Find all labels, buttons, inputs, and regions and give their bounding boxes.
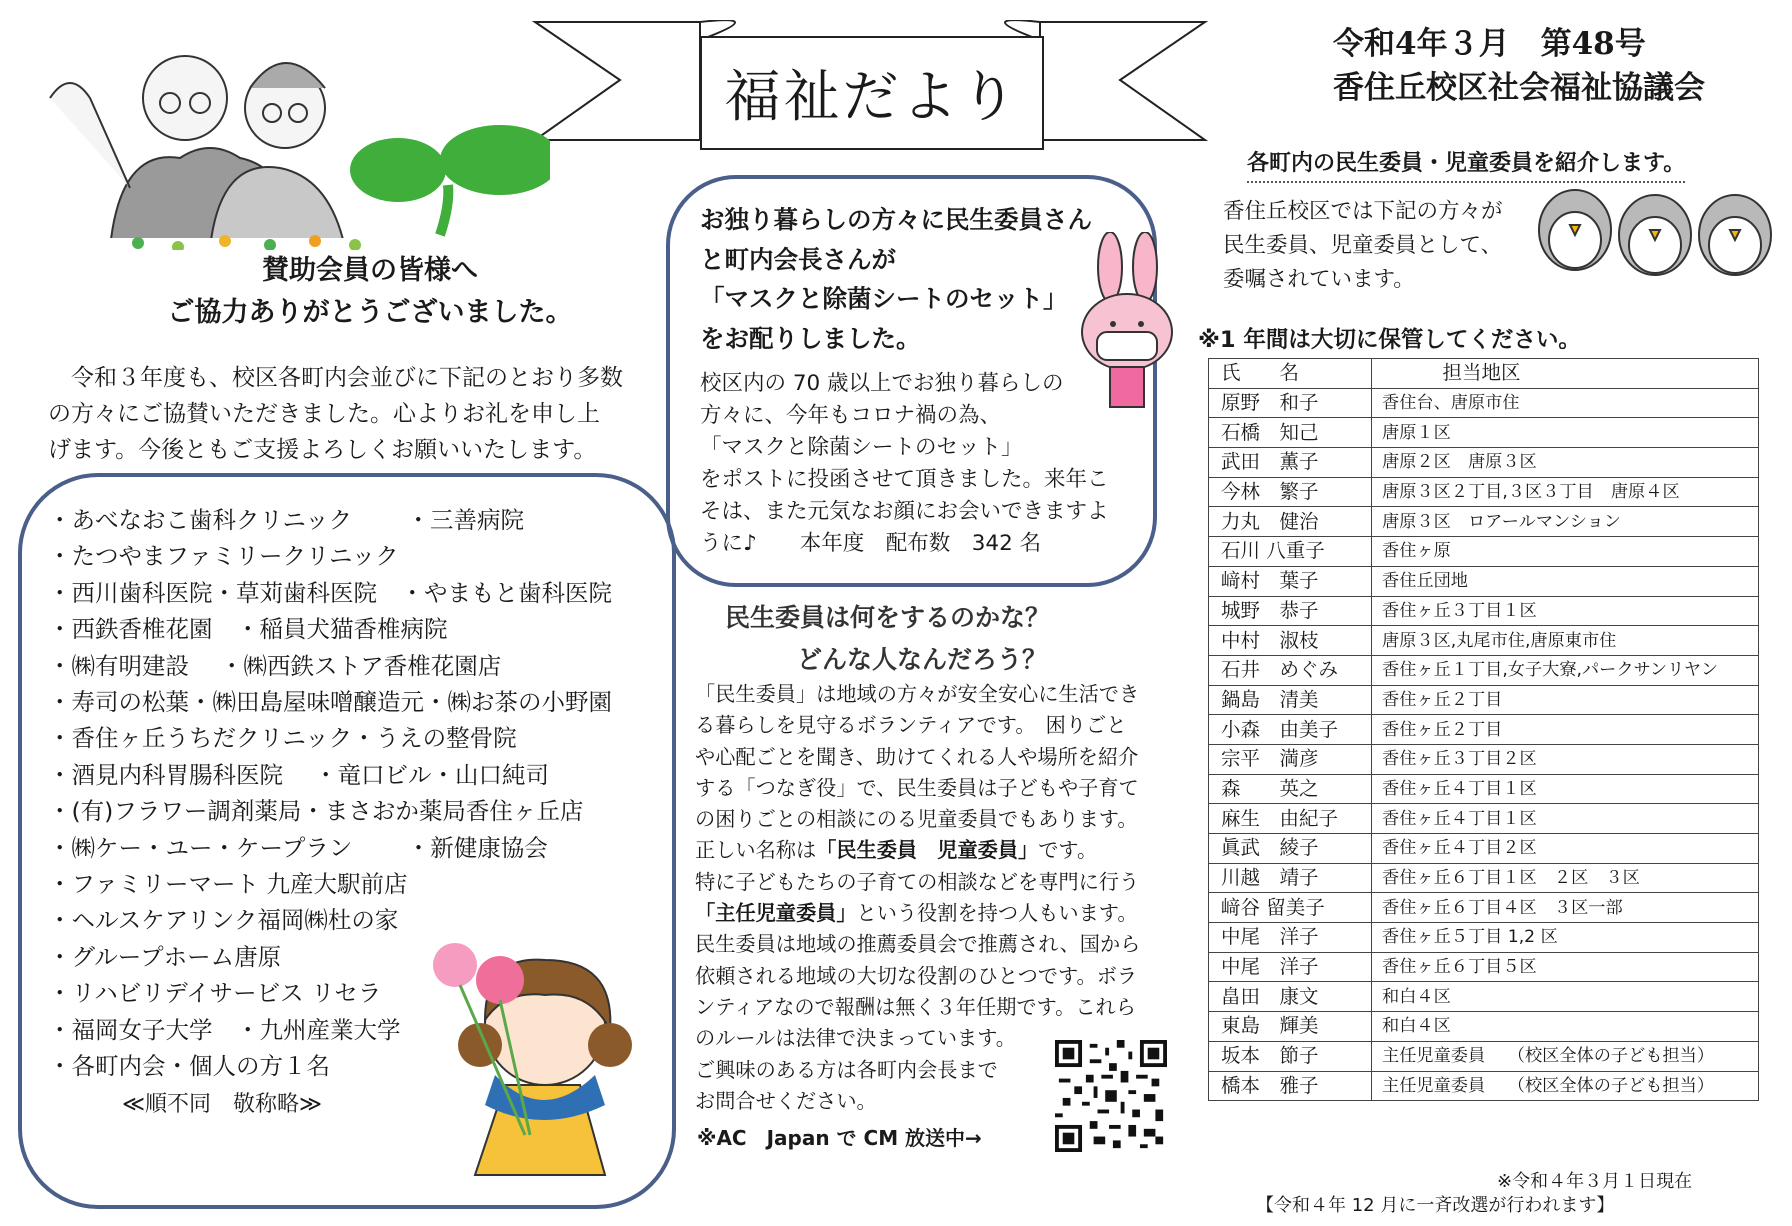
mask-body-line: うに♪ 本年度 配布数 342 名 [700,531,1042,556]
table-row [1209,804,1759,834]
table-row [1209,655,1759,685]
member-area: 和白４区 [1372,982,1759,1012]
member-name: 宗平 満彦 [1209,744,1372,774]
member-area: 香住ヶ丘６丁目４区 ３区一部 [1372,893,1759,923]
official-name-line [695,835,1165,866]
sponsor-item: ・たつやまファミリークリニック [48,542,399,571]
page-title: 福祉だより [700,36,1044,150]
sponsor-item: ・グループホーム唐原 [48,942,282,971]
sponsor-item: ・酒見内科胃腸科医院 ・竜口ビル・山口純司 [48,760,549,789]
sponsor-note: ≪順不同 敬称略≫ [122,1092,323,1117]
introduction-heading: 各町内の民生委員・児童委員を紹介します。 [1247,146,1685,183]
intro-line: の方々にご協賛いただきました。心よりお礼を申し上 [48,401,600,427]
what-body-line: や心配ごとを聞き、助けてくれる人や場所を紹介 [695,744,1139,769]
sponsor-item: ・あべなおこ歯科クリニック ・三善病院 [48,506,525,534]
member-area: 香住ヶ丘６丁目１区 ２区 ３区 [1372,863,1759,893]
table-row [1209,537,1759,567]
member-area: 香住ヶ丘３丁目２区 [1372,744,1759,774]
table-header-row [1209,359,1759,389]
member-name: 﨑村 葉子 [1209,566,1372,596]
sponsor-item: ・各町内会・個人の方１名 [48,1052,330,1081]
table-header-name: 氏 名 [1209,359,1372,389]
what-body-line: お問合せください。 [695,1088,877,1113]
mask-body-line: をポストに投函させて頂きました。来年こ [700,467,1109,492]
member-name: 坂本 節子 [1209,1041,1372,1071]
table-row [1209,685,1759,715]
what-body-line: ンティアなので報酬は無く３年任期です。これら [695,994,1136,1019]
table-row [1209,448,1759,478]
table-header-area: 担当地区 [1372,359,1759,389]
member-area: 香住ヶ丘２丁目 [1372,715,1759,745]
sponsor-item: ・㈱有明建設 ・㈱西鉄ストア香椎花園店 [48,651,502,680]
member-area: 香住ヶ丘１丁目,女子大寮,パークサンリヤン [1372,655,1759,685]
member-area: 香住ヶ丘３丁目１区 [1372,596,1759,626]
member-name: 森 英之 [1209,774,1372,804]
what-body-line: 民生委員は地域の推薦委員会で推薦され、国から [695,932,1141,957]
member-name: 石川 八重子 [1209,537,1372,567]
member-name: 今林 繁子 [1209,477,1372,507]
rabbit-mask-illustration [1075,232,1180,412]
intro-body-line: 委嘱されています。 [1223,267,1415,292]
mask-body-line: 方々に、今年もコロナ禍の為、 [700,403,1002,428]
table-row [1209,1041,1759,1071]
official-name: 「民生委員 児童委員」 [816,838,1039,863]
table-row [1209,834,1759,864]
table-row [1209,863,1759,893]
sponsor-item: ・香住ヶ丘うちだクリニック・うえの整骨院 [48,724,517,753]
what-is-minsei-heading [725,597,1050,681]
what-title-line-1: 民生委員は何をするのかな？ [725,603,1051,632]
what-body-line: のルールは法律で決まっています。 [695,1026,1016,1051]
intro-body-line: 香住丘校区では下記の方々が [1223,199,1503,224]
member-area: 香住台、唐原市住 [1372,388,1759,418]
as-of-date: ※令和４年３月１日現在 [1497,1171,1693,1192]
sprout-illustration [130,125,550,250]
member-area: 香住ヶ原 [1372,537,1759,567]
table-row [1209,923,1759,953]
mask-head-line: 「マスクと除菌シートのセット」 [700,284,1068,313]
member-name: 石井 めぐみ [1209,655,1372,685]
member-name: 﨑谷 留美子 [1209,893,1372,923]
sponsor-item: ・ファミリーマート 九産大駅前店 [48,870,408,899]
issue-number: 令和4年３月 第48号 [1333,26,1646,62]
thanks-intro [48,360,653,468]
member-name: 麻生 由紀子 [1209,804,1372,834]
what-title-line-2: どんな人なんだろう？ [797,645,1048,674]
member-name: 小森 由美子 [1209,715,1372,745]
member-area: 唐原１区 [1372,418,1759,448]
table-row [1209,507,1759,537]
qr-code[interactable] [1055,1040,1167,1152]
what-body-line: ご興味のある方は各町内会長まで [695,1057,998,1082]
sponsor-item: ・㈱ケー・ユー・ケープラン ・新健康協会 [48,833,548,862]
member-area: 唐原２区 唐原３区 [1372,448,1759,478]
organization-name: 香住丘校区社会福祉協議会 [1333,70,1705,106]
mask-head-line: お独り暮らしの方々に民生委員さん [700,205,1092,234]
chief-role-line [695,898,1165,929]
mask-body-line: 「マスクと除菌シートのセット」 [700,435,1023,460]
table-row [1209,744,1759,774]
mask-body-line: そは、また元気なお顔にお会いできますよ [700,499,1109,524]
member-area: 香住丘団地 [1372,566,1759,596]
chief-role: 「主任児童委員」 [695,901,857,926]
keep-notice: ※1 年間は大切に保管してください。 [1198,327,1581,353]
what-body-line: る暮らしを見守るボランティアです。 困りごと [695,713,1127,738]
official-name-pre: 正しい名称は [695,838,817,863]
what-body-line: 「民生委員」は地域の方々が安全安心に生活でき [695,682,1140,706]
member-name: 橋本 雅子 [1209,1071,1372,1101]
issue-info [1333,22,1705,110]
member-area: 香住ヶ丘４丁目２区 [1372,834,1759,864]
thanks-line-2: ご協力ありがとうございました。 [167,297,573,328]
what-body-line: 特に子どもたちの子育ての相談などを専門に行う [695,869,1140,894]
intro-line: 令和３年度も、校区各町内会並びに下記のとおり多数 [48,365,623,391]
sponsor-item: ・リハビリデイサービス リセラ [48,979,382,1008]
official-name-post: です。 [1038,838,1098,863]
table-row [1209,1071,1759,1101]
member-area: 主任児童委員 （校区全体の子ども担当） [1372,1041,1759,1071]
member-name: 武田 薫子 [1209,448,1372,478]
table-row [1209,418,1759,448]
sponsor-item: ・(有)フラワー調剤薬局・まさおか薬局香住ヶ丘店 [48,797,584,826]
table-row [1209,952,1759,982]
what-body-line: 依頼される地域の大切な役割のひとつです。ボラ [695,963,1138,988]
table-row [1209,388,1759,418]
sponsor-item: ・西川歯科医院・草苅歯科医院 ・やまもと歯科医院 [48,578,612,607]
member-name: 眞武 綾子 [1209,834,1372,864]
mask-body-line: 校区内の 70 歳以上でお独り暮らしの [700,371,1064,396]
intro-line: げます。今後ともご支援よろしくお願いいたします。 [48,437,597,463]
mask-head-line: をお配りしました。 [700,323,921,353]
member-name: 東島 輝美 [1209,1012,1372,1042]
re-election-note: 【令和４年 12 月に一斉改選が行われます】 [1256,1195,1615,1216]
member-area: 香住ヶ丘５丁目 1,2 区 [1372,923,1759,953]
member-area: 唐原３区 ロアールマンション [1372,507,1759,537]
thanks-heading [90,250,650,334]
ac-japan-note: ※AC Japan で CM 放送中→ [697,1126,982,1150]
member-name: 原野 和子 [1209,388,1372,418]
member-area: 和白４区 [1372,1012,1759,1042]
table-row [1209,477,1759,507]
table-row [1209,1012,1759,1042]
member-area: 香住ヶ丘２丁目 [1372,685,1759,715]
committee-table [1208,358,1759,1101]
member-area: 香住ヶ丘６丁目５区 [1372,952,1759,982]
sponsor-item: ・西鉄香椎花園 ・稲員犬猫香椎病院 [48,615,448,644]
mask-head-line: と町内会長さんが [700,244,896,274]
member-name: 中村 淑枝 [1209,626,1372,656]
member-area: 香住ヶ丘４丁目１区 [1372,774,1759,804]
member-name: 力丸 健治 [1209,507,1372,537]
table-row [1209,626,1759,656]
member-name: 畠田 康文 [1209,982,1372,1012]
sponsor-item: ・寿司の松葉・㈱田島屋味噌醸造元・㈱お茶の小野園 [48,688,612,717]
intro-body-line: 民生委員、児童委員として、 [1223,233,1503,258]
table-row [1209,566,1759,596]
penguins-illustration [1530,180,1780,285]
chief-role-post: という役割を持つ人もいます。 [856,901,1138,926]
girl-flowers-illustration [415,935,675,1185]
member-name: 城野 恭子 [1209,596,1372,626]
member-area: 唐原３区２丁目,３区３丁目 唐原４区 [1372,477,1759,507]
member-name: 鍋島 清美 [1209,685,1372,715]
member-area: 香住ヶ丘４丁目１区 [1372,804,1759,834]
what-body-line: の困りごとの相談にのる児童委員でもあります。 [695,807,1138,832]
member-name: 川越 靖子 [1209,863,1372,893]
member-area: 主任児童委員 （校区全体の子ども担当） [1372,1071,1759,1101]
what-body-line: する「つなぎ役」で、民生委員は子どもや子育て [695,775,1139,800]
member-area: 唐原３区,丸尾市住,唐原東市住 [1372,626,1759,656]
thanks-line-1: 賛助会員の皆様へ [262,255,478,286]
table-row [1209,893,1759,923]
table-row [1209,715,1759,745]
sponsor-item: ・福岡女子大学 ・九州産業大学 [48,1015,401,1044]
introduction-body [1223,195,1503,297]
mask-notice-heading [700,200,1140,358]
table-row [1209,596,1759,626]
member-name: 石橋 知己 [1209,418,1372,448]
table-row [1209,982,1759,1012]
member-name: 中尾 洋子 [1209,923,1372,953]
sponsor-item: ・ヘルスケアリンク福岡㈱杜の家 [48,906,399,935]
member-name: 中尾 洋子 [1209,952,1372,982]
table-row [1209,774,1759,804]
